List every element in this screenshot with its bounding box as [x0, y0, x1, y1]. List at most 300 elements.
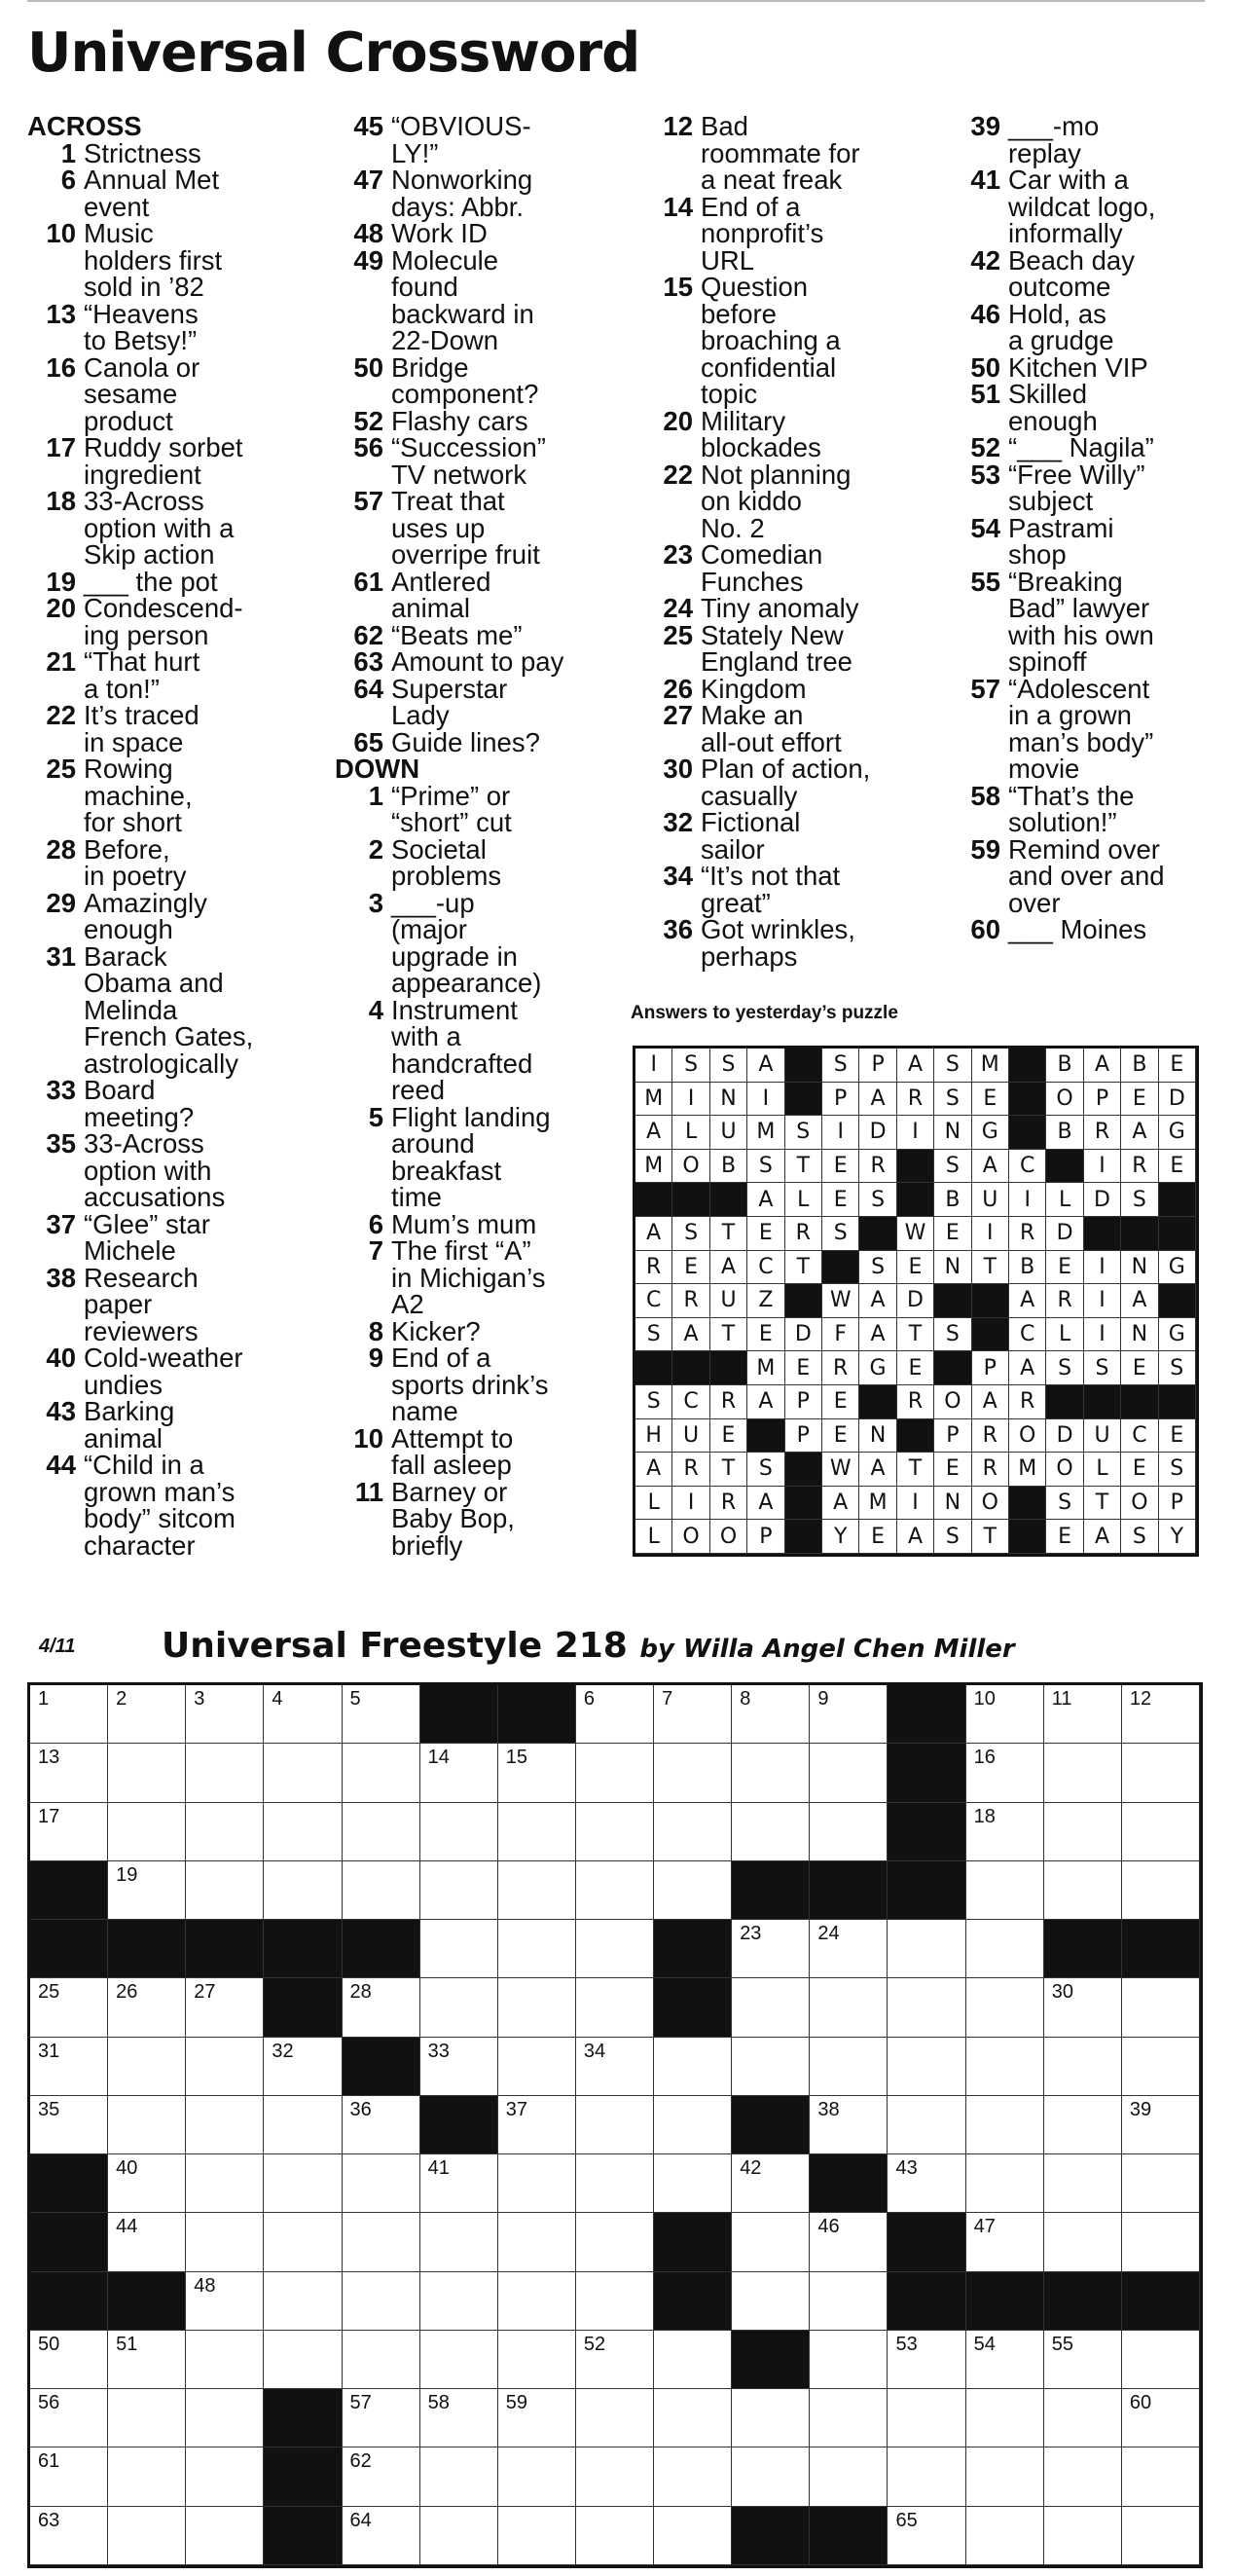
grid-cell[interactable] — [635, 1284, 672, 1318]
grid-cell[interactable] — [672, 1520, 709, 1554]
grid-cell[interactable] — [710, 1150, 747, 1184]
grid-cell[interactable] — [635, 1487, 672, 1521]
grid-cell[interactable] — [186, 1803, 264, 1861]
grid-cell[interactable] — [108, 2096, 186, 2154]
grid-cell[interactable] — [972, 1217, 1009, 1251]
grid-cell[interactable] — [108, 2447, 186, 2506]
grid-cell[interactable] — [1084, 1318, 1121, 1352]
grid-cell[interactable] — [108, 2507, 186, 2565]
grid-cell[interactable] — [747, 1083, 784, 1117]
grid-cell[interactable] — [966, 2154, 1044, 2213]
grid-cell[interactable] — [1121, 1487, 1158, 1521]
grid-cell[interactable] — [1121, 1049, 1158, 1083]
grid-cell[interactable] — [747, 1385, 784, 1419]
grid-cell[interactable] — [654, 1803, 732, 1861]
grid-cell[interactable] — [1009, 1183, 1046, 1217]
grid-cell[interactable] — [972, 1116, 1009, 1150]
grid-cell[interactable] — [966, 1685, 1044, 1744]
grid-cell[interactable] — [822, 1318, 859, 1352]
grid-cell[interactable] — [732, 2272, 810, 2331]
grid-cell[interactable] — [747, 1183, 784, 1217]
grid-cell[interactable] — [888, 1920, 965, 1978]
grid-cell[interactable] — [186, 2447, 264, 2506]
grid-cell[interactable] — [934, 1217, 971, 1251]
grid-cell[interactable] — [972, 1251, 1009, 1285]
grid-cell[interactable] — [1044, 2389, 1122, 2447]
grid-cell[interactable] — [635, 1318, 672, 1352]
grid-cell[interactable] — [859, 1284, 896, 1318]
grid-cell[interactable] — [710, 1419, 747, 1454]
grid-cell[interactable] — [1121, 1116, 1158, 1150]
grid-cell[interactable] — [420, 2154, 498, 2213]
grid-cell[interactable] — [732, 1744, 810, 1802]
grid-cell[interactable] — [1122, 2331, 1200, 2389]
grid-cell[interactable] — [420, 2389, 498, 2447]
grid-cell[interactable] — [732, 2447, 810, 2506]
grid-cell[interactable] — [1121, 1318, 1158, 1352]
grid-cell[interactable] — [264, 2096, 342, 2154]
grid-cell[interactable] — [897, 1318, 934, 1352]
grid-cell[interactable] — [747, 1453, 784, 1487]
grid-cell[interactable] — [1159, 1351, 1196, 1385]
grid-cell[interactable] — [1121, 1150, 1158, 1184]
grid-cell[interactable] — [343, 1978, 420, 2037]
grid-cell[interactable] — [1121, 1453, 1158, 1487]
grid-cell[interactable] — [810, 2331, 888, 2389]
grid-cell[interactable] — [1159, 1251, 1196, 1285]
grid-cell[interactable] — [264, 2331, 342, 2389]
grid-cell[interactable] — [1159, 1318, 1196, 1352]
grid-cell[interactable] — [420, 2447, 498, 2506]
grid-cell[interactable] — [888, 1978, 965, 2037]
grid-cell[interactable] — [710, 1318, 747, 1352]
grid-cell[interactable] — [785, 1183, 822, 1217]
grid-cell[interactable] — [576, 1685, 654, 1744]
grid-cell[interactable] — [732, 2389, 810, 2447]
grid-cell[interactable] — [1084, 1116, 1121, 1150]
grid-cell[interactable] — [747, 1150, 784, 1184]
grid-cell[interactable] — [785, 1116, 822, 1150]
grid-cell[interactable] — [1121, 1419, 1158, 1454]
grid-cell[interactable] — [672, 1083, 709, 1117]
grid-cell[interactable] — [747, 1217, 784, 1251]
grid-cell[interactable] — [30, 2507, 108, 2565]
grid-cell[interactable] — [710, 1083, 747, 1117]
grid-cell[interactable] — [654, 2096, 732, 2154]
grid-cell[interactable] — [1159, 1520, 1196, 1554]
grid-cell[interactable] — [1009, 1318, 1046, 1352]
grid-cell[interactable] — [732, 1978, 810, 2037]
grid-cell[interactable] — [897, 1520, 934, 1554]
grid-cell[interactable] — [1121, 1351, 1158, 1385]
grid-cell[interactable] — [1121, 1251, 1158, 1285]
grid-cell[interactable] — [30, 2038, 108, 2096]
grid-cell[interactable] — [710, 1284, 747, 1318]
grid-cell[interactable] — [934, 1150, 971, 1184]
grid-cell[interactable] — [710, 1049, 747, 1083]
grid-cell[interactable] — [1046, 1217, 1083, 1251]
grid-cell[interactable] — [859, 1453, 896, 1487]
grid-cell[interactable] — [859, 1116, 896, 1150]
grid-cell[interactable] — [498, 2038, 576, 2096]
grid-cell[interactable] — [972, 1520, 1009, 1554]
grid-cell[interactable] — [732, 2038, 810, 2096]
grid-cell[interactable] — [576, 1744, 654, 1802]
grid-cell[interactable] — [810, 2038, 888, 2096]
grid-cell[interactable] — [785, 1318, 822, 1352]
grid-cell[interactable] — [810, 1803, 888, 1861]
grid-cell[interactable] — [420, 2213, 498, 2271]
grid-cell[interactable] — [1009, 1419, 1046, 1454]
grid-cell[interactable] — [264, 2213, 342, 2271]
grid-cell[interactable] — [822, 1049, 859, 1083]
grid-cell[interactable] — [498, 1803, 576, 1861]
grid-cell[interactable] — [747, 1251, 784, 1285]
grid-cell[interactable] — [420, 2331, 498, 2389]
grid-cell[interactable] — [785, 1217, 822, 1251]
grid-cell[interactable] — [576, 2038, 654, 2096]
grid-cell[interactable] — [897, 1083, 934, 1117]
grid-cell[interactable] — [343, 2507, 420, 2565]
grid-cell[interactable] — [859, 1419, 896, 1454]
grid-cell[interactable] — [822, 1385, 859, 1419]
grid-cell[interactable] — [732, 1685, 810, 1744]
grid-cell[interactable] — [810, 2447, 888, 2506]
grid-cell[interactable] — [420, 1861, 498, 1920]
grid-cell[interactable] — [672, 1049, 709, 1083]
grid-cell[interactable] — [108, 1861, 186, 1920]
grid-cell[interactable] — [822, 1351, 859, 1385]
grid-cell[interactable] — [186, 2507, 264, 2565]
grid-cell[interactable] — [1046, 1183, 1083, 1217]
grid-cell[interactable] — [108, 2213, 186, 2271]
grid-cell[interactable] — [108, 2038, 186, 2096]
grid-cell[interactable] — [1044, 1685, 1122, 1744]
grid-cell[interactable] — [810, 2272, 888, 2331]
grid-cell[interactable] — [710, 1385, 747, 1419]
grid-cell[interactable] — [30, 2389, 108, 2447]
grid-cell[interactable] — [966, 2447, 1044, 2506]
grid-cell[interactable] — [186, 1744, 264, 1802]
grid-cell[interactable] — [1159, 1116, 1196, 1150]
grid-cell[interactable] — [498, 2272, 576, 2331]
grid-cell[interactable] — [1046, 1251, 1083, 1285]
grid-cell[interactable] — [1044, 2038, 1122, 2096]
grid-cell[interactable] — [972, 1150, 1009, 1184]
grid-cell[interactable] — [1009, 1284, 1046, 1318]
grid-cell[interactable] — [888, 2447, 965, 2506]
grid-cell[interactable] — [859, 1520, 896, 1554]
grid-cell[interactable] — [966, 1920, 1044, 1978]
grid-cell[interactable] — [710, 1487, 747, 1521]
grid-cell[interactable] — [1122, 2038, 1200, 2096]
grid-cell[interactable] — [498, 2507, 576, 2565]
grid-cell[interactable] — [747, 1318, 784, 1352]
grid-cell[interactable] — [576, 2096, 654, 2154]
grid-cell[interactable] — [732, 1920, 810, 1978]
grid-cell[interactable] — [810, 1685, 888, 1744]
grid-cell[interactable] — [576, 2507, 654, 2565]
grid-cell[interactable] — [1084, 1520, 1121, 1554]
grid-cell[interactable] — [897, 1116, 934, 1150]
grid-cell[interactable] — [1159, 1083, 1196, 1117]
grid-cell[interactable] — [576, 1978, 654, 2037]
grid-cell[interactable] — [1084, 1049, 1121, 1083]
grid-cell[interactable] — [30, 1978, 108, 2037]
grid-cell[interactable] — [186, 2038, 264, 2096]
grid-cell[interactable] — [186, 2154, 264, 2213]
grid-cell[interactable] — [897, 1487, 934, 1521]
grid-cell[interactable] — [576, 1861, 654, 1920]
grid-cell[interactable] — [1159, 1453, 1196, 1487]
grid-cell[interactable] — [1122, 2213, 1200, 2271]
grid-cell[interactable] — [498, 1861, 576, 1920]
grid-cell[interactable] — [785, 1351, 822, 1385]
grid-cell[interactable] — [635, 1150, 672, 1184]
grid-cell[interactable] — [1084, 1083, 1121, 1117]
grid-cell[interactable] — [264, 1803, 342, 1861]
grid-cell[interactable] — [859, 1150, 896, 1184]
grid-cell[interactable] — [1084, 1453, 1121, 1487]
grid-cell[interactable] — [672, 1487, 709, 1521]
grid-cell[interactable] — [966, 2213, 1044, 2271]
grid-cell[interactable] — [654, 1685, 732, 1744]
grid-cell[interactable] — [888, 2096, 965, 2154]
grid-cell[interactable] — [966, 2096, 1044, 2154]
grid-cell[interactable] — [888, 2038, 965, 2096]
grid-cell[interactable] — [810, 2389, 888, 2447]
grid-cell[interactable] — [264, 1861, 342, 1920]
grid-cell[interactable] — [1009, 1217, 1046, 1251]
grid-cell[interactable] — [859, 1487, 896, 1521]
grid-cell[interactable] — [576, 2389, 654, 2447]
grid-cell[interactable] — [108, 2389, 186, 2447]
grid-cell[interactable] — [1046, 1419, 1083, 1454]
grid-cell[interactable] — [576, 2272, 654, 2331]
grid-cell[interactable] — [264, 1744, 342, 1802]
grid-cell[interactable] — [343, 1861, 420, 1920]
grid-cell[interactable] — [1159, 1419, 1196, 1454]
grid-cell[interactable] — [1122, 1861, 1200, 1920]
grid-cell[interactable] — [654, 2507, 732, 2565]
grid-cell[interactable] — [498, 2447, 576, 2506]
grid-cell[interactable] — [654, 2389, 732, 2447]
grid-cell[interactable] — [822, 1083, 859, 1117]
grid-cell[interactable] — [897, 1351, 934, 1385]
grid-cell[interactable] — [30, 1803, 108, 1861]
grid-cell[interactable] — [747, 1284, 784, 1318]
grid-cell[interactable] — [934, 1049, 971, 1083]
grid-cell[interactable] — [186, 1685, 264, 1744]
grid-cell[interactable] — [1044, 2331, 1122, 2389]
grid-cell[interactable] — [576, 2331, 654, 2389]
grid-cell[interactable] — [1046, 1116, 1083, 1150]
grid-cell[interactable] — [576, 2447, 654, 2506]
grid-cell[interactable] — [972, 1419, 1009, 1454]
grid-cell[interactable] — [1044, 2447, 1122, 2506]
grid-cell[interactable] — [822, 1453, 859, 1487]
grid-cell[interactable] — [635, 1083, 672, 1117]
grid-cell[interactable] — [966, 1803, 1044, 1861]
grid-cell[interactable] — [498, 2096, 576, 2154]
grid-cell[interactable] — [1044, 2096, 1122, 2154]
grid-cell[interactable] — [343, 2154, 420, 2213]
grid-cell[interactable] — [897, 1217, 934, 1251]
grid-cell[interactable] — [972, 1049, 1009, 1083]
grid-cell[interactable] — [934, 1419, 971, 1454]
grid-cell[interactable] — [972, 1083, 1009, 1117]
grid-cell[interactable] — [1009, 1150, 1046, 1184]
grid-cell[interactable] — [1159, 1049, 1196, 1083]
grid-cell[interactable] — [934, 1487, 971, 1521]
grid-cell[interactable] — [108, 2154, 186, 2213]
grid-cell[interactable] — [498, 1920, 576, 1978]
grid-cell[interactable] — [343, 2447, 420, 2506]
grid-cell[interactable] — [343, 2213, 420, 2271]
grid-cell[interactable] — [1122, 2389, 1200, 2447]
grid-cell[interactable] — [897, 1251, 934, 1285]
grid-cell[interactable] — [672, 1419, 709, 1454]
grid-cell[interactable] — [186, 2331, 264, 2389]
grid-cell[interactable] — [1009, 1385, 1046, 1419]
grid-cell[interactable] — [732, 1803, 810, 1861]
grid-cell[interactable] — [30, 1685, 108, 1744]
grid-cell[interactable] — [672, 1251, 709, 1285]
grid-cell[interactable] — [672, 1284, 709, 1318]
grid-cell[interactable] — [966, 1744, 1044, 1802]
grid-cell[interactable] — [108, 1803, 186, 1861]
grid-cell[interactable] — [672, 1116, 709, 1150]
grid-cell[interactable] — [1046, 1520, 1083, 1554]
grid-cell[interactable] — [810, 1920, 888, 1978]
grid-cell[interactable] — [934, 1083, 971, 1117]
grid-cell[interactable] — [1122, 2096, 1200, 2154]
grid-cell[interactable] — [1046, 1318, 1083, 1352]
grid-cell[interactable] — [498, 1744, 576, 1802]
grid-cell[interactable] — [710, 1116, 747, 1150]
grid-cell[interactable] — [635, 1520, 672, 1554]
grid-cell[interactable] — [859, 1351, 896, 1385]
grid-cell[interactable] — [186, 1861, 264, 1920]
grid-cell[interactable] — [966, 2389, 1044, 2447]
grid-cell[interactable] — [1121, 1284, 1158, 1318]
grid-cell[interactable] — [635, 1217, 672, 1251]
grid-cell[interactable] — [1084, 1351, 1121, 1385]
grid-cell[interactable] — [343, 2096, 420, 2154]
grid-cell[interactable] — [732, 2213, 810, 2271]
grid-cell[interactable] — [672, 1150, 709, 1184]
grid-cell[interactable] — [934, 1251, 971, 1285]
grid-cell[interactable] — [420, 1744, 498, 1802]
grid-cell[interactable] — [822, 1183, 859, 1217]
grid-cell[interactable] — [897, 1049, 934, 1083]
grid-cell[interactable] — [420, 1920, 498, 1978]
grid-cell[interactable] — [888, 2331, 965, 2389]
grid-cell[interactable] — [1046, 1487, 1083, 1521]
grid-cell[interactable] — [420, 2272, 498, 2331]
grid-cell[interactable] — [1044, 1861, 1122, 1920]
grid-cell[interactable] — [934, 1453, 971, 1487]
grid-cell[interactable] — [972, 1385, 1009, 1419]
grid-cell[interactable] — [888, 2154, 965, 2213]
grid-cell[interactable] — [343, 2272, 420, 2331]
grid-cell[interactable] — [635, 1251, 672, 1285]
grid-cell[interactable] — [108, 2331, 186, 2389]
grid-cell[interactable] — [785, 1150, 822, 1184]
grid-cell[interactable] — [343, 1685, 420, 1744]
grid-cell[interactable] — [635, 1116, 672, 1150]
grid-cell[interactable] — [1084, 1150, 1121, 1184]
grid-cell[interactable] — [1044, 2213, 1122, 2271]
grid-cell[interactable] — [264, 2154, 342, 2213]
grid-cell[interactable] — [1122, 2447, 1200, 2506]
grid-cell[interactable] — [654, 2331, 732, 2389]
grid-cell[interactable] — [966, 1978, 1044, 2037]
grid-cell[interactable] — [108, 1978, 186, 2037]
grid-cell[interactable] — [859, 1083, 896, 1117]
grid-cell[interactable] — [1122, 1685, 1200, 1744]
grid-cell[interactable] — [1121, 1520, 1158, 1554]
grid-cell[interactable] — [859, 1251, 896, 1285]
grid-cell[interactable] — [1044, 1803, 1122, 1861]
grid-cell[interactable] — [576, 2154, 654, 2213]
grid-cell[interactable] — [972, 1487, 1009, 1521]
grid-cell[interactable] — [635, 1419, 672, 1454]
grid-cell[interactable] — [822, 1150, 859, 1184]
grid-cell[interactable] — [343, 2331, 420, 2389]
grid-cell[interactable] — [822, 1284, 859, 1318]
grid-cell[interactable] — [859, 1183, 896, 1217]
grid-cell[interactable] — [897, 1385, 934, 1419]
grid-cell[interactable] — [576, 1920, 654, 1978]
grid-cell[interactable] — [498, 2331, 576, 2389]
grid-cell[interactable] — [897, 1284, 934, 1318]
grid-cell[interactable] — [934, 1116, 971, 1150]
grid-cell[interactable] — [785, 1251, 822, 1285]
grid-cell[interactable] — [576, 1803, 654, 1861]
grid-cell[interactable] — [420, 1803, 498, 1861]
grid-cell[interactable] — [343, 1803, 420, 1861]
grid-cell[interactable] — [635, 1049, 672, 1083]
grid-cell[interactable] — [747, 1049, 784, 1083]
grid-cell[interactable] — [498, 2389, 576, 2447]
grid-cell[interactable] — [186, 2272, 264, 2331]
grid-cell[interactable] — [498, 2154, 576, 2213]
grid-cell[interactable] — [186, 2096, 264, 2154]
grid-cell[interactable] — [810, 1978, 888, 2037]
grid-cell[interactable] — [710, 1217, 747, 1251]
grid-cell[interactable] — [654, 2154, 732, 2213]
grid-cell[interactable] — [186, 1978, 264, 2037]
grid-cell[interactable] — [732, 2154, 810, 2213]
grid-cell[interactable] — [785, 1385, 822, 1419]
grid-cell[interactable] — [966, 2038, 1044, 2096]
grid-cell[interactable] — [1044, 1744, 1122, 1802]
grid-cell[interactable] — [1084, 1284, 1121, 1318]
grid-cell[interactable] — [934, 1318, 971, 1352]
grid-cell[interactable] — [859, 1318, 896, 1352]
grid-cell[interactable] — [1046, 1083, 1083, 1117]
grid-cell[interactable] — [1044, 2154, 1122, 2213]
grid-cell[interactable] — [1009, 1453, 1046, 1487]
grid-cell[interactable] — [635, 1453, 672, 1487]
grid-cell[interactable] — [747, 1487, 784, 1521]
grid-cell[interactable] — [264, 1685, 342, 1744]
grid-cell[interactable] — [186, 2389, 264, 2447]
grid-cell[interactable] — [1046, 1351, 1083, 1385]
grid-cell[interactable] — [654, 2447, 732, 2506]
grid-cell[interactable] — [420, 2038, 498, 2096]
